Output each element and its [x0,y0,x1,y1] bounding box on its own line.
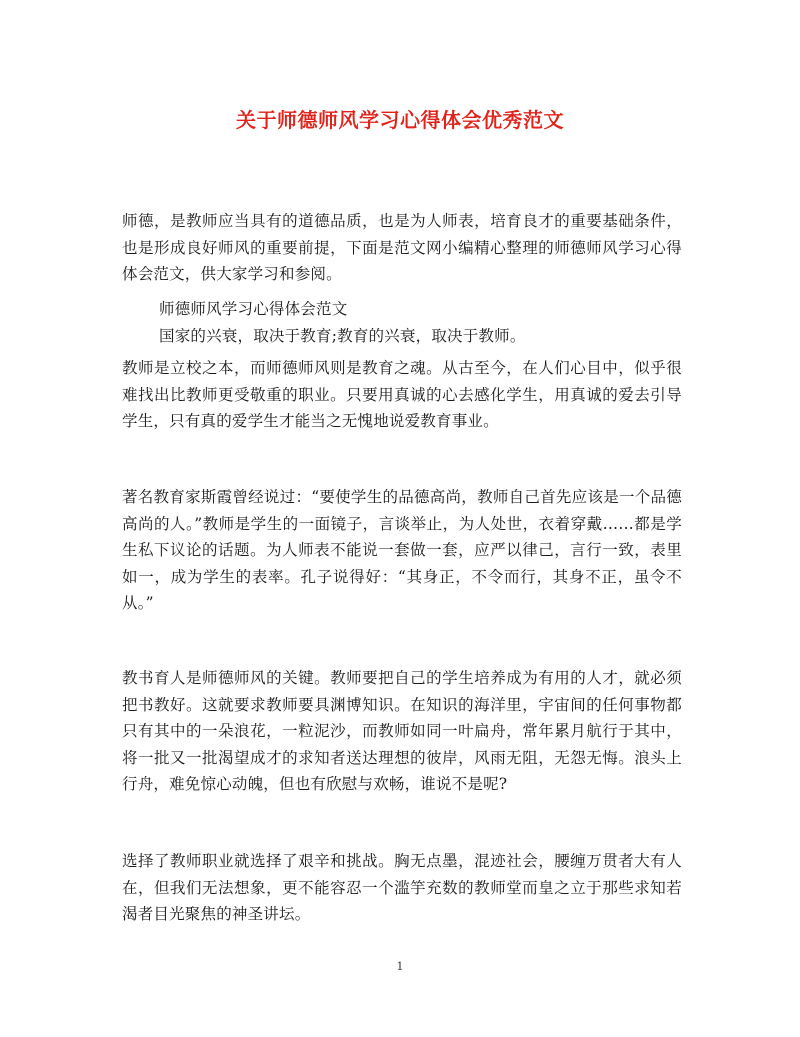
paragraph-quote: 国家的兴衰，取决于教育;教育的兴衰，取决于教师。 [159,327,526,345]
document-title: 关于师德师风学习心得体会优秀范文 [236,108,564,132]
paragraph-subtitle: 师德师风学习心得体会范文 [159,300,348,318]
page-number: 1 [396,960,404,973]
paragraph-intro: 师德，是教师应当具有的道德品质，也是为人师表，培育良才的重要基础条件，也是形成良好师风的重要前提，下面是范文网小编精心整理的师德师风学习心得体会范文，供大家学习和参阅。 [122,212,682,283]
paragraph-sixia-quote: 著名教育家斯霞曾经说过：“要使学生的品德高尚，教师自己首先应该是一个品德高尚的人。”教师是学生的一面镜子，言谈举止，为人处世，衣着穿戴……都是学生私下议论的话题。为人师表不能说一套做一套，应严以律己，言行一致，表里如一，成为学生的表率。孔子说得好：“其身正，不令而行，其身不正，虽令不从。” [122,488,682,612]
paragraph-teaching-key: 教书育人是师德师风的关键。教师要把自己的学生培养成为有用的人才，就必须把书教好。这就要求教师要具渊博知识。在知识的海洋里，宇宙间的任何事物都只有其中的一朵浪花，一粒泥沙，而教师如同一叶扁舟，常年累月航行于其中，将一批又一批渴望成才的求知者送达理想的彼岸，风雨无阻，无怨无悔。浪头上行舟，难免惊心动魄，但也有欣慰与欢畅，谁说不是呢? [122,669,682,793]
paragraph-challenge: 选择了教师职业就选择了艰辛和挑战。胸无点墨，混迹社会，腰缠万贯者大有人在，但我们无法想象，更不能容忍一个滥竽充数的教师堂而皇之立于那些求知若渴者目光聚焦的神圣讲坛。 [122,852,682,923]
paragraph-teacher-foundation: 教师是立校之本，而师德师风则是教育之魂。从古至今，在人们心目中，似乎很难找出比教师更受敬重的职业。只要用真诚的心去感化学生，用真诚的爱去引导学生，只有真的爱学生才能当之无愧地说爱教育事业。 [122,359,682,430]
